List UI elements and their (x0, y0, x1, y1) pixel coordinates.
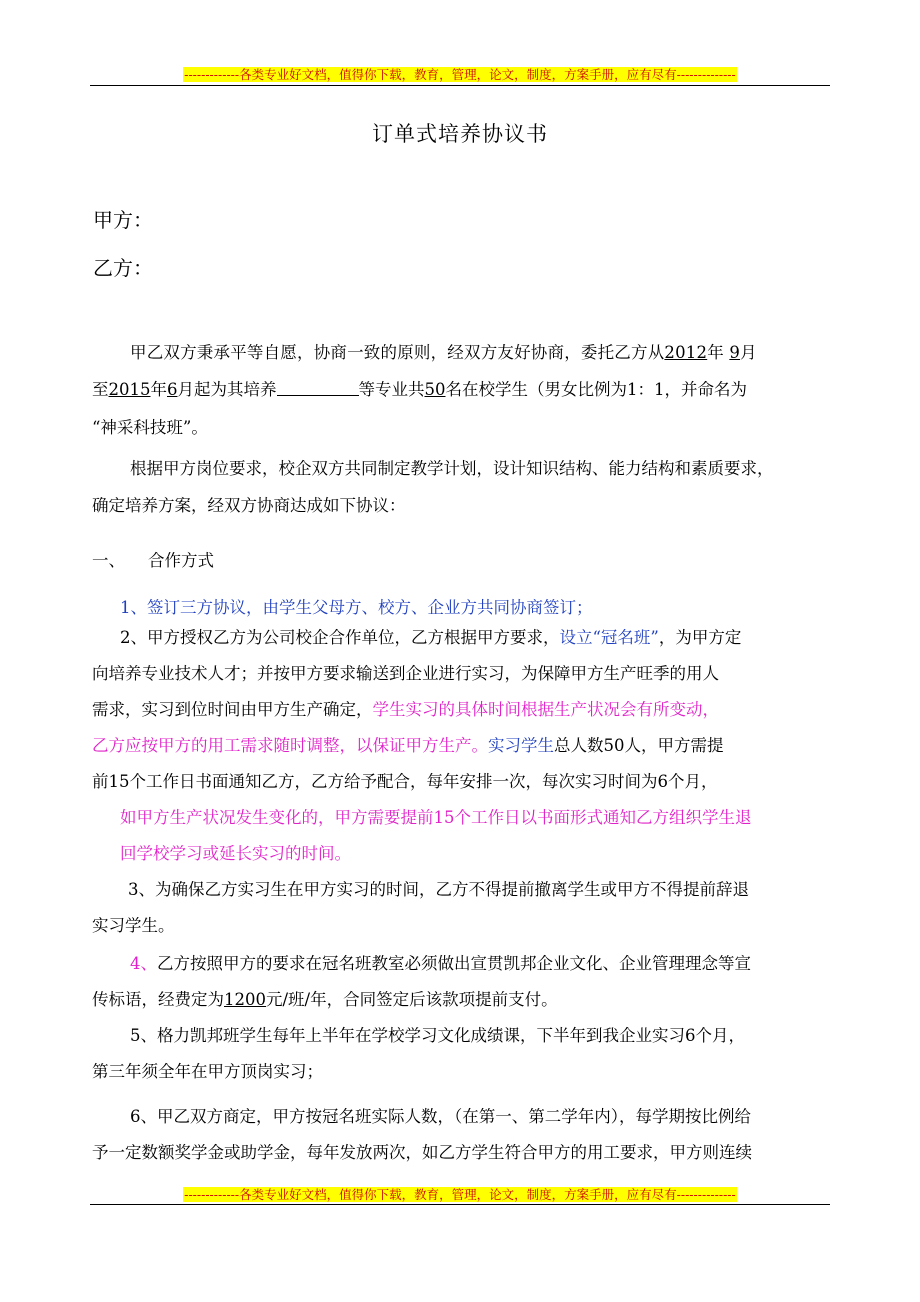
intro-text-3: “神采科技班”。 (92, 418, 208, 437)
item-2-text-4c: 总人数50人，甲方需提 (554, 736, 724, 755)
item-4-line-1 (130, 953, 751, 975)
item-2-line-7: 回学校学习或延长实习的时间。 (120, 844, 351, 863)
item-4-text-2b: 元/班/年，合同签定后该款项提前支付。 (266, 990, 558, 1009)
end-year: 2015 (108, 380, 151, 399)
item-4-number: 4、 (130, 954, 157, 973)
start-year: 2012 (664, 343, 708, 362)
section-1-number: 一、 (92, 551, 125, 570)
item-2-line-4 (92, 735, 724, 757)
item-2-line-3 (92, 699, 719, 721)
start-month: 9 (729, 343, 741, 362)
item-2-line-5: 前15个工作日书面通知乙方，乙方给予配合，每年安排一次，每次实习时间为6个月， (92, 772, 718, 791)
intro-text-1a: 甲乙双方秉承平等自愿，协商一致的原则，经双方友好协商，委托乙方从 (130, 343, 665, 362)
intro-text-2d: 等专业共 (358, 380, 425, 399)
item-2-text-3a: 需求，实习到位时间由甲方生产确定， (92, 700, 373, 719)
intro-text-1b: 年 (707, 343, 730, 362)
header-banner (0, 66, 920, 83)
item-6-line-1: 6、甲乙双方商定，甲方按冠名班实际人数，（在第一、第二学年内），每学期按比例给 (130, 1107, 751, 1126)
intro-line-2 (92, 379, 747, 401)
item-2-line-6: 如甲方生产状况发生变化的，甲方需要提前15个工作日以书面形式通知乙方组织学生退 (120, 808, 752, 827)
item-2-line-1 (120, 627, 741, 649)
intro-text-2c: 月起为其培养 (177, 380, 277, 399)
item-4-line-2 (92, 989, 558, 1011)
party-b-label: 乙方： (93, 256, 153, 280)
item-3-line-1: 3、为确保乙方实习生在甲方实习的时间，乙方不得提前撤离学生或甲方不得提前辞退 (128, 880, 749, 899)
footer-rule (90, 1204, 830, 1205)
item-2-text-1c: ，为甲方定 (658, 628, 742, 647)
intro-text-2e: 名在校学生（男女比例为1：1，并命名为 (445, 380, 747, 399)
intro-line-1 (130, 342, 757, 364)
para2-line-2: 确定培养方案，经双方协商达成如下协议： (92, 496, 406, 515)
section-1-heading (92, 547, 214, 571)
item-1-line: 1、签订三方协议，由学生父母方、校方、企业方共同协商签订； (120, 598, 593, 617)
item-2-text-4b: 实习学生 (488, 736, 554, 755)
item-2-text-4a: 乙方应按甲方的用工需求随时调整，以保证甲方生产。 (92, 736, 488, 755)
header-banner-text: -------------各类专业好文档，值得你下载，教育，管理，论文，制度，方案手册，应有尽有-------------- (184, 67, 736, 82)
para2-line-1: 根据甲方岗位要求，校企双方共同制定教学计划，设计知识结构、能力结构和素质要求， (130, 459, 774, 478)
footer-banner-text: -------------各类专业好文档，值得你下载，教育，管理，论文，制度，方案手册，应有尽有-------------- (184, 1187, 736, 1202)
fee-amount: 1200 (224, 990, 266, 1009)
item-6-line-2: 予一定数额奖学金或助学金，每年发放两次，如乙方学生符合甲方的用工要求，甲方则连续 (92, 1143, 752, 1162)
item-5-line-2: 第三年须全年在甲方顶岗实习； (92, 1062, 323, 1081)
intro-line-3 (92, 417, 208, 439)
intro-text-1c: 月 (740, 343, 757, 362)
party-a-label: 甲方： (93, 208, 153, 232)
end-month: 6 (167, 380, 178, 399)
item-2-line-2: 向培养专业技术人才；并按甲方要求输送到企业进行实习，为保障甲方生产旺季的用人 (92, 664, 719, 683)
footer-banner (0, 1186, 920, 1203)
section-1-title: 合作方式 (148, 551, 214, 570)
document-title: 订单式培养协议书 (372, 122, 548, 146)
item-2-text-1b: 设立“冠名班” (559, 628, 659, 647)
major-blank-field (277, 379, 359, 396)
item-5-line-1: 5、格力凯邦班学生每年上半年在学校学习文化成绩课，下半年到我企业实习6个月， (130, 1026, 745, 1045)
intro-text-2b: 年 (150, 380, 167, 399)
header-rule (90, 85, 830, 86)
intro-text-2a: 至 (92, 380, 109, 399)
item-2-text-3b: 学生实习的具体时间根据生产状况会有所变动， (372, 700, 719, 719)
item-4-text-2a: 传标语，经费定为 (92, 990, 224, 1009)
item-2-text-1a: 2、甲方授权乙方为公司校企合作单位，乙方根据甲方要求， (120, 628, 560, 647)
student-count: 50 (424, 380, 446, 399)
item-3-line-2: 实习学生。 (92, 916, 175, 935)
item-4-text-1: 乙方按照甲方的要求在冠名班教室必须做出宣贯凯邦企业文化、企业管理理念等宣 (157, 954, 751, 973)
